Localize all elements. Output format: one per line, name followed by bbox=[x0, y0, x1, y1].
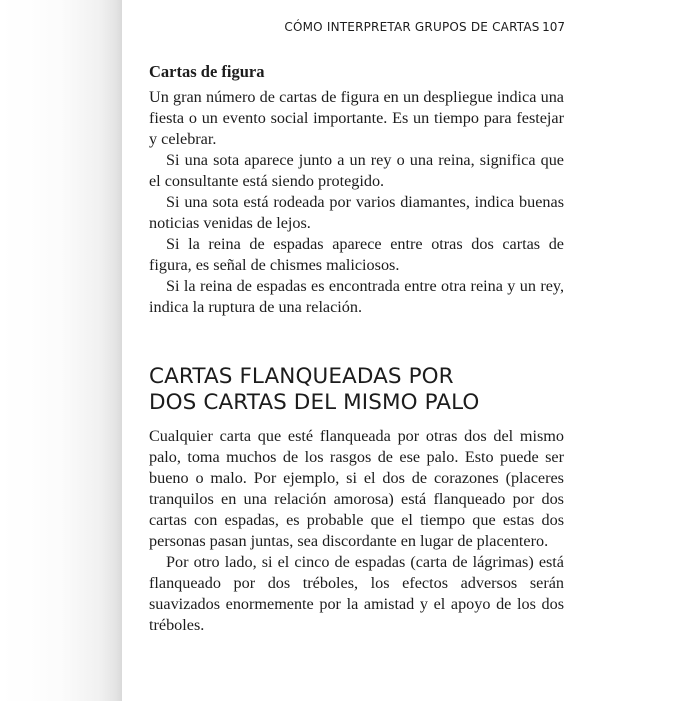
running-header-title: CÓMO INTERPRETAR GRUPOS DE CARTAS bbox=[284, 20, 540, 34]
section-heading-line-1: CARTAS FLANQUEADAS POR bbox=[149, 364, 454, 389]
body-paragraph: Si la reina de espadas aparece entre otras dos cartas de figura, es señal de chismes maliciosos. bbox=[149, 235, 564, 274]
book-page bbox=[122, 0, 700, 701]
body-paragraph: Si la reina de espadas es encontrada entre otra reina y un rey, indica la ruptura de una relación. bbox=[149, 277, 564, 316]
page-body bbox=[149, 60, 564, 636]
section-heading bbox=[149, 364, 564, 416]
body-paragraph: Cualquier carta que esté flanqueada por otras dos del mismo palo, toma muchos de los rasgos de ese palo. Esto puede ser bueno o malo. Por ejemplo, si el dos de corazones (placeres tranquilos en una relación amorosa) está flanqueado por dos cartas con espadas, es probable que el tiempo que estas dos personas pasan juntas, sea discordante en lugar de placentero. bbox=[149, 427, 564, 550]
page-number: 107 bbox=[542, 20, 565, 34]
body-paragraph: Si una sota aparece junto a un rey o una reina, significa que el consultante está siendo protegido. bbox=[149, 151, 564, 190]
body-paragraph: Por otro lado, si el cinco de espadas (carta de lágrimas) está flanqueado por dos tréboles, los efectos adversos serán suavizados enormemente por la amistad y el apoyo de los dos tréboles. bbox=[149, 553, 564, 634]
scan-shadow-edge bbox=[0, 0, 122, 701]
body-paragraph: Si una sota está rodeada por varios diamantes, indica buenas noticias venidas de lejos. bbox=[149, 193, 564, 232]
section-heading-line-2: DOS CARTAS DEL MISMO PALO bbox=[149, 390, 480, 415]
subsection-heading: Cartas de figura bbox=[149, 62, 265, 81]
body-paragraph: Un gran número de cartas de figura en un despliegue indica una fiesta o un evento social importante. Es un tiempo para festejar y celebrar. bbox=[149, 88, 564, 148]
